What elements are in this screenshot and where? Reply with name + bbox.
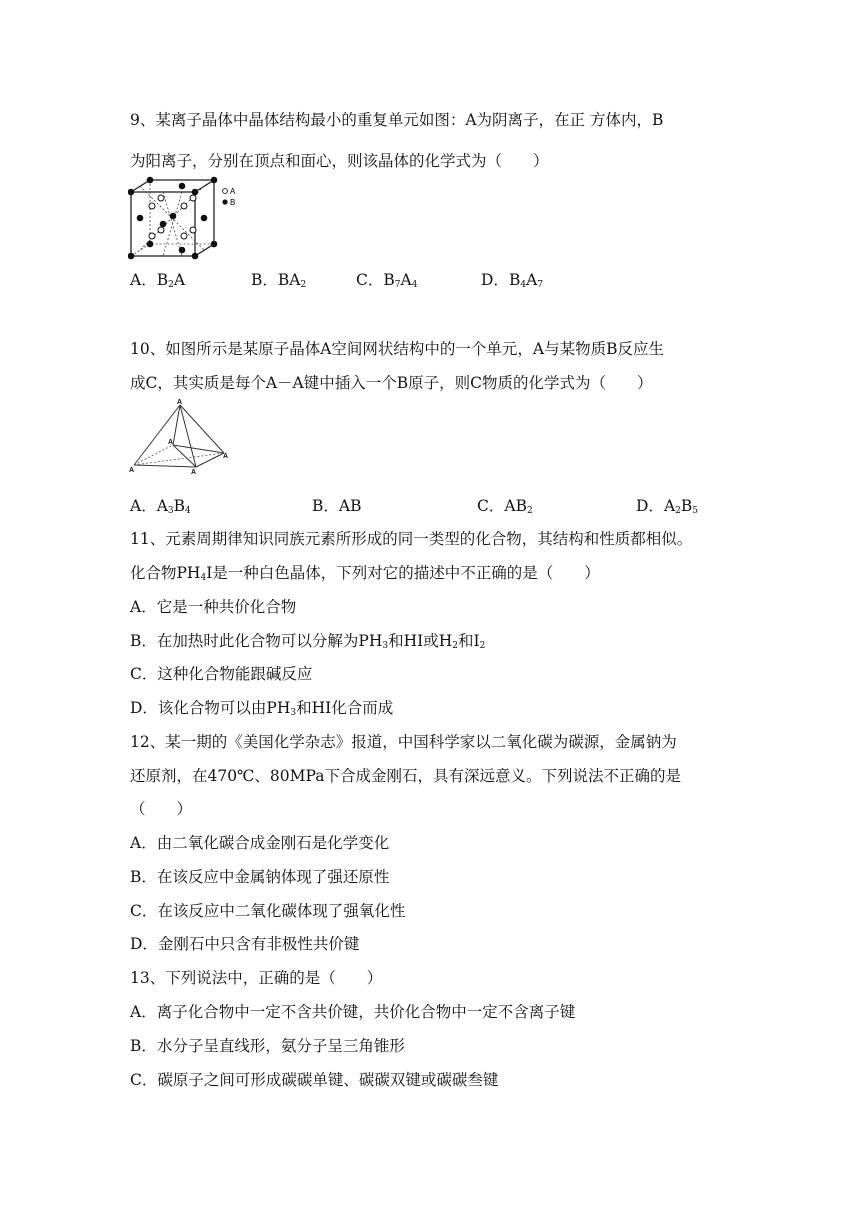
q11-option-c[interactable]: C．这种化合物能跟碱反应 <box>130 665 313 683</box>
atom-label-center: A <box>168 439 174 446</box>
q10-tetrahedron-figure <box>128 397 234 475</box>
atom-label-top: A <box>177 399 183 406</box>
q10-line-2: 成C，其实质是每个A－A键中插入一个B原子，则C物质的化学式为（ ） <box>130 374 653 392</box>
legend-a-label: A <box>230 187 236 196</box>
legend-a-marker <box>223 189 228 194</box>
q11-line-1: 11、元素周期律知识同族元素所形成的同一类型的化合物，其结构和性质都相似。 <box>130 530 693 548</box>
atom-label-left: A <box>129 467 135 474</box>
q9-crystal-cell-figure <box>128 176 248 260</box>
q9-option-d[interactable]: D．$B_4A_7$ <box>481 271 543 290</box>
q10-option-a[interactable]: A．$A_3B_4$ <box>130 497 191 516</box>
q13-line-1: 13、下列说法中，正确的是（ ） <box>130 969 383 987</box>
q12-line-1: 12、某一期的《美国化学杂志》报道，中国科学家以二氧化碳为碳源，金属钠为 <box>130 733 677 751</box>
q12-option-a[interactable]: A．由二氧化碳合成金刚石是化学变化 <box>130 834 390 852</box>
q9-option-b[interactable]: B．$BA_2$ <box>251 271 307 290</box>
legend-b-marker <box>222 199 227 204</box>
q11-option-d[interactable]: D．该化合物可以由$PH_3$和HI化合而成 <box>130 699 394 718</box>
q13-option-b[interactable]: B．水分子呈直线形，氨分子呈三角锥形 <box>130 1037 405 1055</box>
q10-line-1: 10、如图所示是某原子晶体A空间网状结构中的一个单元，A与某物质B反应生 <box>130 340 665 358</box>
q10-option-b[interactable]: B．AB <box>312 497 362 515</box>
q12-option-c[interactable]: C．在该反应中二氧化碳体现了强氧化性 <box>130 902 406 920</box>
q12-option-d[interactable]: D．金刚石中只含有非极性共价键 <box>130 935 360 953</box>
q13-option-c[interactable]: C．碳原子之间可形成碳碳单键、碳碳双键或碳碳叁键 <box>130 1071 499 1089</box>
q11-option-a[interactable]: A．它是一种共价化合物 <box>130 598 297 616</box>
q9-line-1: 9、某离子晶体中晶体结构最小的重复单元如图：A为阴离子，在正 方体内，B <box>130 111 664 129</box>
q9-option-c[interactable]: C．$B_7A_4$ <box>356 271 418 290</box>
q11-line-2: 化合物$PH_4I$是一种白色晶体，下列对它的描述中不正确的是（ ） <box>130 564 600 583</box>
q10-option-c[interactable]: C．$AB_2$ <box>477 497 533 516</box>
q10-option-d[interactable]: D．$A_2B_5$ <box>636 497 698 516</box>
q13-option-a[interactable]: A．离子化合物中一定不含共价键，共价化合物中一定不含离子键 <box>130 1003 576 1021</box>
q11-option-b[interactable]: B．在加热时此化合物可以分解为$PH_3$和HI或$H_2$和$I_2$ <box>130 632 486 651</box>
atom-label-bottom: A <box>191 469 197 475</box>
atom-label-right: A <box>223 453 229 460</box>
q12-option-b[interactable]: B．在该反应中金属钠体现了强还原性 <box>130 868 390 886</box>
q9-option-a[interactable]: A．$B_2A$ <box>130 271 186 290</box>
q9-line-2: 为阳离子，分别在顶点和面心，则该晶体的化学式为（ ） <box>130 152 549 170</box>
q12-line-3: （ ） <box>130 800 193 818</box>
legend-b-label: B <box>230 198 236 207</box>
q12-line-2: 还原剂，在470℃、80MPa下合成金刚石，具有深远意义。下列说法不正确的是 <box>130 767 681 785</box>
